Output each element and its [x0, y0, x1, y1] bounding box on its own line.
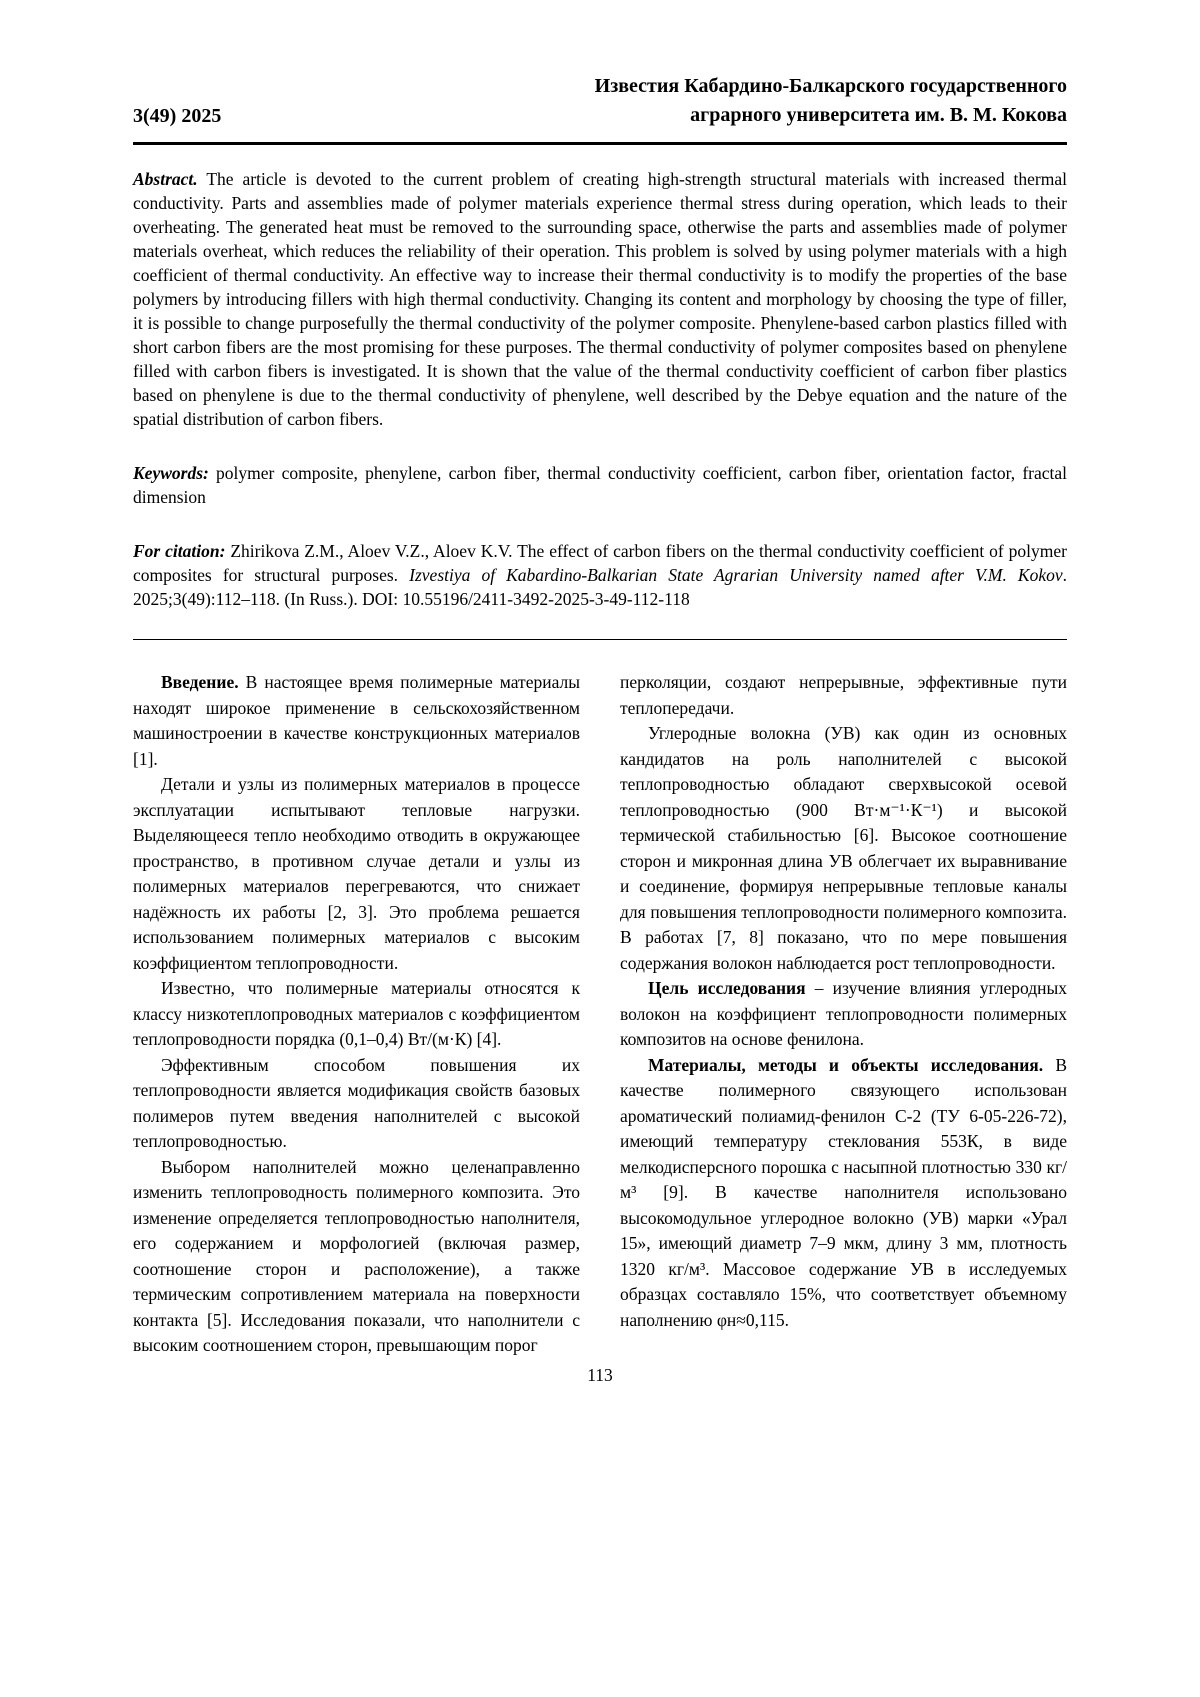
paragraph-text: Выбором наполнителей можно целенаправленно изменить теплопроводность полимерного композита. Это изменение определяется теплопроводностью наполнителя, его содержанием и морфологией (включая размер, соотношение сторон и расположение), а также термическим сопротивлением материала на поверхности контакта [5]. Исследования показали, что наполнители с высоким соотношением сторон, превышающим порог — [133, 1156, 580, 1355]
paragraph-introduction — [133, 670, 580, 772]
page-header — [133, 72, 1067, 145]
paragraph — [133, 772, 580, 976]
citation-tail-text: . 2025;3(49):112–118. (In Russ.). DOI: 10.55196/2411-3492-2025-3-49-112-118 — [133, 565, 1067, 609]
paragraph-text: – изучение влияния углеродных волокон на коэффициент теплопроводности полимерных композитов на основе фенилона. — [620, 978, 1068, 1049]
left-column — [133, 670, 580, 1359]
abstract-text: The article is devoted to the current problem of creating high-strength structural materials with increased thermal conductivity. Parts and assemblies made of polymer materials experience thermal stress during operation, which leads to their overheating. The generated heat must be removed to the surrounding space, otherwise the parts and assemblies made of polymer materials overheat, which reduces the reliability of their operation. This problem is solved by using polymer materials with a high coefficient of thermal conductivity. An effective way to increase their thermal conductivity is to modify the properties of the base polymers by introducing fillers with high thermal conductivity. Changing its content and morphology by choosing the type of filler, it is possible to change purposefully the thermal conductivity of the polymer composite. Phenylene-based carbon plastics filled with short carbon fibers are the most promising for these purposes. The thermal conductivity of polymer composites based on phenylene filled with carbon fibers is investigated. It is shown that the value of the thermal conductivity coefficient of carbon fiber plastics based on phenylene is due to the thermal conductivity of phenylene, well described by the Debye equation and the nature of the spatial distribution of carbon fibers. — [133, 169, 1067, 429]
paragraph-text: Эффективным способом повышения их теплопроводности является модификация свойств базовых полимеров путем введения наполнителей с высокой теплопроводностью. — [133, 1054, 580, 1151]
section-divider — [133, 639, 1067, 640]
abstract-paragraph — [133, 167, 1067, 431]
paragraph-research-goal — [620, 976, 1067, 1053]
paragraph-text: В настоящее время полимерные материалы находят широкое применение в сельскохозяйственном машиностроении в качестве конструкционных материалов [1]. — [133, 672, 581, 769]
paragraph — [133, 976, 580, 1053]
materials-methods-heading: Материалы, методы и объекты исследования. — [648, 1054, 1044, 1075]
keywords-text: polymer composite, phenylene, carbon fiber, thermal conductivity coefficient, carbon fiber, orientation factor, fractal dimension — [133, 463, 1067, 507]
citation-main-text: Zhirikova Z.M., Aloev V.Z., Aloev K.V. The effect of carbon fibers on the thermal conductivity coefficient of polymer composites for structural purposes. — [133, 541, 1067, 585]
right-column — [620, 670, 1067, 1359]
abstract-label: Abstract. — [133, 169, 198, 189]
research-goal-heading: Цель исследования — [648, 978, 806, 998]
paragraph — [133, 1155, 580, 1359]
journal-title — [595, 72, 1067, 130]
paragraph-materials-methods — [620, 1053, 1067, 1334]
page-number: 113 — [587, 1364, 613, 1385]
body-columns — [133, 670, 1067, 1359]
citation-paragraph — [133, 539, 1067, 611]
issue-number: 3(49) 2025 — [133, 105, 222, 127]
paragraph — [620, 721, 1067, 976]
paragraph-continuation — [620, 670, 1067, 721]
journal-title-line2: аграрного университета им. В. М. Кокова — [690, 104, 1067, 126]
paragraph-text: Известно, что полимерные материалы относятся к классу низкотеплопроводных материалов с коэффициентом теплопроводности порядка (0,1–0,4) Вт/(м·К) [4]. — [133, 978, 580, 1049]
introduction-heading: Введение. — [161, 672, 239, 692]
paragraph — [133, 1053, 580, 1155]
keywords-label: Keywords: — [133, 463, 209, 483]
paragraph-text: Детали и узлы из полимерных материалов в процессе эксплуатации испытывают тепловые нагрузки. Выделяющееся тепло необходимо отводить в окружающее пространство, в противном случае детали и узлы из полимерных материалов перегреваются, что снижает надёжность их работы [2, 3]. Это проблема решается использованием полимерных материалов с высоким коэффициентом теплопроводности. — [133, 774, 580, 973]
paragraph-text: Углеродные волокна (УВ) как один из основных кандидатов на роль наполнителей с высокой теплопроводностью обладают сверхвысокой осевой теплопроводностью (900 Вт·м⁻¹·К⁻¹) и высокой термической стабильностью [6]. Высокое соотношение сторон и микронная длина УВ облегчает их выравнивание и соединение, формируя непрерывные тепловые каналы для повышения теплопроводности полимерного композита. В работах [7, 8] показано, что по мере повышения содержания волокон наблюдается рост теплопроводности. — [620, 723, 1067, 973]
keywords-paragraph — [133, 461, 1067, 509]
journal-title-line1: Известия Кабардино-Балкарского государственного — [594, 75, 1067, 97]
citation-journal-name: Izvestiya of Kabardino-Balkarian State Agrarian University named after V.M. Kokov — [409, 565, 1063, 585]
paragraph-text: В качестве полимерного связующего использован ароматический полиамид-фенилон С-2 (ТУ 6-05-226-72), имеющий температуру стеклования 553К, в виде мелкодисперсного порошка с насыпной плотностью 330 кг/м³ [9]. В качестве наполнителя использовано высокомодульное углеродное волокно (УВ) марки «Урал 15», имеющий диаметр 7–9 мкм, длину 3 мм, плотность 1320 кг/м³. Массовое содержание УВ в исследуемых образцах составляло 15%, что соответствует объемному наполнению φн≈0,115. — [620, 1054, 1067, 1330]
paragraph-text: перколяции, создают непрерывные, эффективные пути теплопередачи. — [620, 672, 1067, 718]
citation-label: For citation: — [133, 541, 226, 561]
